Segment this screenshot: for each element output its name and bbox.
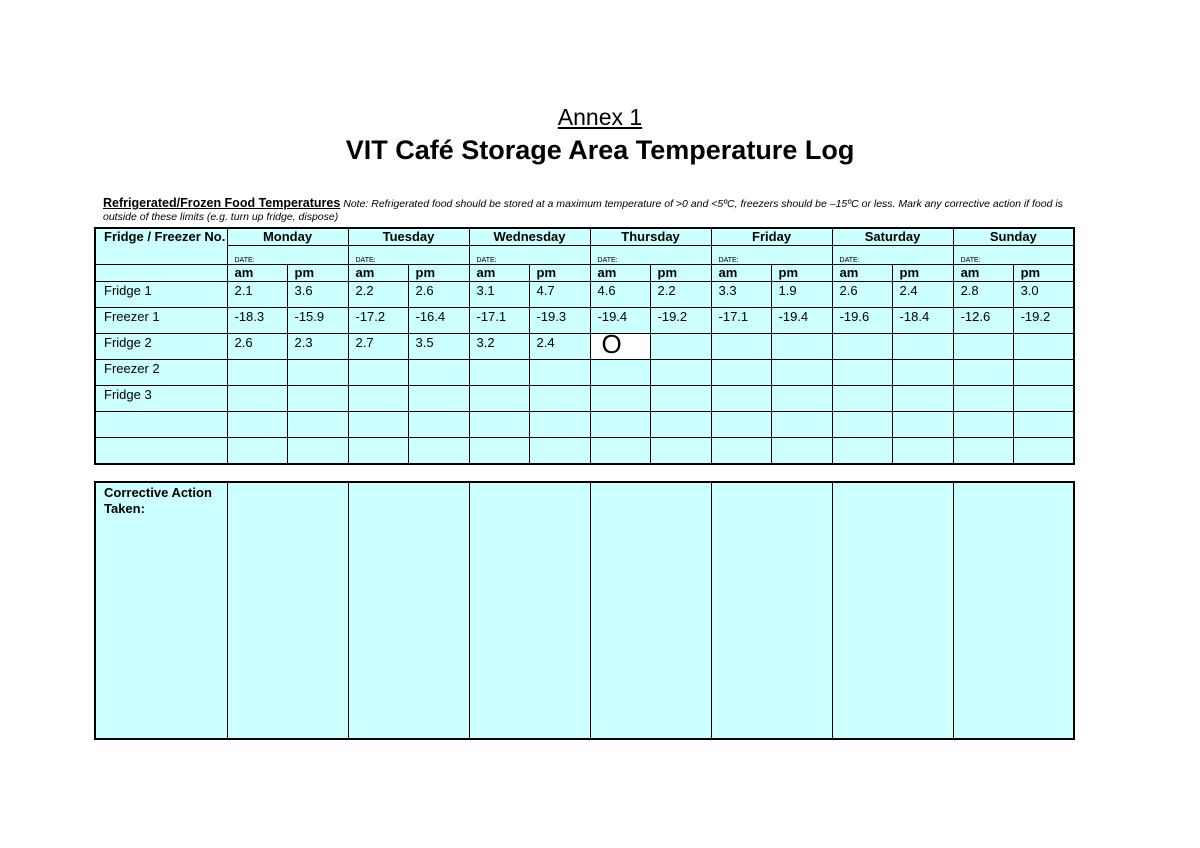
temperature-cell[interactable] (529, 360, 590, 386)
table-row (95, 412, 1074, 438)
temperature-cell[interactable] (832, 386, 892, 412)
temperature-cell[interactable] (711, 360, 771, 386)
am-header: am (711, 265, 771, 282)
temperature-cell[interactable] (650, 334, 711, 360)
temperature-cell[interactable]: -17.2 (348, 308, 408, 334)
temperature-cell[interactable]: 2.6 (408, 282, 469, 308)
row-label (95, 438, 227, 465)
temperature-cell[interactable]: -17.1 (469, 308, 529, 334)
corrective-action-cell-thursday[interactable] (590, 482, 711, 739)
temperature-cell[interactable] (711, 438, 771, 465)
temperature-cell[interactable] (892, 412, 953, 438)
temperature-cell[interactable] (1013, 438, 1074, 465)
temperature-cell[interactable] (1013, 386, 1074, 412)
date-field-monday[interactable]: DATE: (227, 246, 348, 265)
temperature-cell[interactable]: -19.2 (650, 308, 711, 334)
temperature-cell[interactable]: 2.7 (348, 334, 408, 360)
pm-header: pm (771, 265, 832, 282)
am-header: am (590, 265, 650, 282)
date-field-sunday[interactable]: DATE: (953, 246, 1074, 265)
temperature-cell[interactable] (469, 438, 529, 465)
temperature-cell[interactable]: 2.8 (953, 282, 1013, 308)
date-field-saturday[interactable]: DATE: (832, 246, 953, 265)
pm-header: pm (529, 265, 590, 282)
section-heading: Refrigerated/Frozen Food Temperatures (103, 196, 341, 210)
row-label: Fridge 2 (95, 334, 227, 360)
pm-header: pm (650, 265, 711, 282)
temperature-cell[interactable]: -19.4 (771, 308, 832, 334)
temperature-cell[interactable] (771, 386, 832, 412)
temperature-cell[interactable] (348, 438, 408, 465)
row-label: Fridge 3 (95, 386, 227, 412)
day-header-friday: Friday (711, 228, 832, 246)
temperature-cell[interactable]: 3.0 (1013, 282, 1074, 308)
temperature-cell[interactable]: 2.2 (348, 282, 408, 308)
temperature-cell[interactable] (348, 386, 408, 412)
temperature-cell[interactable] (711, 412, 771, 438)
am-header: am (348, 265, 408, 282)
table-row (95, 438, 1074, 465)
temperature-cell[interactable] (711, 386, 771, 412)
pm-header: pm (287, 265, 348, 282)
table-row (95, 334, 1074, 360)
table-row (95, 386, 1074, 412)
temperature-cell[interactable] (227, 412, 287, 438)
corrective-action-label: Corrective Action Taken: (95, 482, 227, 739)
temperature-cell[interactable] (953, 334, 1013, 360)
temperature-cell[interactable] (287, 412, 348, 438)
blank-header-cell (95, 265, 227, 282)
temperature-cell[interactable]: -19.6 (832, 308, 892, 334)
temperature-cell[interactable] (529, 438, 590, 465)
day-header-wednesday: Wednesday (469, 228, 590, 246)
temperature-cell[interactable] (953, 412, 1013, 438)
temperature-cell[interactable] (771, 412, 832, 438)
temperature-cell[interactable] (227, 360, 287, 386)
am-header: am (227, 265, 287, 282)
temperature-cell[interactable] (590, 386, 650, 412)
temperature-cell[interactable] (650, 412, 711, 438)
temperature-cell[interactable]: 2.1 (227, 282, 287, 308)
temperature-cell[interactable] (832, 412, 892, 438)
date-field-tuesday[interactable]: DATE: (348, 246, 469, 265)
temperature-cell[interactable] (650, 438, 711, 465)
temperature-cell[interactable] (348, 360, 408, 386)
temperature-cell[interactable]: 2.6 (227, 334, 287, 360)
temperature-cell[interactable] (590, 334, 650, 360)
corrective-action-table (94, 481, 1075, 740)
temperature-cell[interactable]: -18.4 (892, 308, 953, 334)
temperature-cell[interactable] (892, 386, 953, 412)
temperature-cell[interactable]: -17.1 (711, 308, 771, 334)
temperature-cell[interactable]: -19.2 (1013, 308, 1074, 334)
temperature-cell[interactable]: -15.9 (287, 308, 348, 334)
table-row (95, 308, 1074, 334)
temperature-cell[interactable]: 3.1 (469, 282, 529, 308)
temperature-cell[interactable] (771, 438, 832, 465)
temperature-cell[interactable]: 4.6 (590, 282, 650, 308)
temperature-cell[interactable]: -16.4 (408, 308, 469, 334)
pm-header: pm (1013, 265, 1074, 282)
temperature-cell[interactable] (1013, 334, 1074, 360)
temperature-cell[interactable] (227, 386, 287, 412)
temperature-cell[interactable] (832, 334, 892, 360)
date-field-wednesday[interactable]: DATE: (469, 246, 590, 265)
temperature-cell[interactable] (469, 360, 529, 386)
date-field-friday[interactable]: DATE: (711, 246, 832, 265)
temperature-cell[interactable] (590, 412, 650, 438)
am-header: am (953, 265, 1013, 282)
temperature-cell[interactable] (892, 360, 953, 386)
corrective-action-cell-tuesday[interactable] (348, 482, 469, 739)
temperature-cell[interactable]: -18.3 (227, 308, 287, 334)
temperature-cell[interactable]: 1.9 (771, 282, 832, 308)
day-header-tuesday: Tuesday (348, 228, 469, 246)
temperature-cell[interactable] (892, 438, 953, 465)
temperature-cell[interactable] (287, 360, 348, 386)
temperature-cell[interactable] (287, 438, 348, 465)
temperature-cell[interactable] (469, 412, 529, 438)
corrective-action-cell-wednesday[interactable] (469, 482, 590, 739)
temperature-cell[interactable] (771, 334, 832, 360)
corrective-action-cell-friday[interactable] (711, 482, 832, 739)
corrective-action-cell-monday[interactable] (227, 482, 348, 739)
temperature-cell[interactable]: -19.3 (529, 308, 590, 334)
temperature-cell[interactable]: 2.3 (287, 334, 348, 360)
temperature-cell[interactable] (348, 412, 408, 438)
temperature-cell[interactable] (590, 438, 650, 465)
temperature-cell[interactable] (408, 438, 469, 465)
temperature-cell[interactable]: 2.2 (650, 282, 711, 308)
stray-mark: O (601, 334, 622, 358)
temperature-cell[interactable]: 3.3 (711, 282, 771, 308)
temperature-cell[interactable] (711, 334, 771, 360)
row-label: Fridge 1 (95, 282, 227, 308)
row-label (95, 412, 227, 438)
temperature-cell[interactable]: -19.4 (590, 308, 650, 334)
fridge-freezer-header: Fridge / Freezer No. (95, 228, 227, 265)
pm-header: pm (408, 265, 469, 282)
temperature-cell[interactable] (529, 386, 590, 412)
temperature-cell[interactable] (408, 412, 469, 438)
temperature-cell[interactable] (529, 412, 590, 438)
temperature-cell[interactable] (771, 360, 832, 386)
temperature-cell[interactable]: 4.7 (529, 282, 590, 308)
pm-header: pm (892, 265, 953, 282)
date-field-thursday[interactable]: DATE: (590, 246, 711, 265)
table-row (95, 282, 1074, 308)
corrective-action-cell-sunday[interactable] (953, 482, 1074, 739)
temperature-log-table (94, 227, 1075, 465)
day-header-monday: Monday (227, 228, 348, 246)
corrective-action-cell-saturday[interactable] (832, 482, 953, 739)
temperature-cell[interactable] (1013, 360, 1074, 386)
temperature-cell[interactable] (650, 360, 711, 386)
am-header: am (469, 265, 529, 282)
temperature-cell[interactable] (408, 386, 469, 412)
temperature-cell[interactable] (832, 438, 892, 465)
temperature-cell[interactable] (832, 360, 892, 386)
row-label: Freezer 2 (95, 360, 227, 386)
temperature-cell[interactable] (953, 360, 1013, 386)
row-label: Freezer 1 (95, 308, 227, 334)
day-header-sunday: Sunday (953, 228, 1074, 246)
temperature-cell[interactable] (469, 386, 529, 412)
temperature-cell[interactable]: 2.4 (892, 282, 953, 308)
temperature-cell[interactable]: 3.6 (287, 282, 348, 308)
temperature-cell[interactable] (590, 360, 650, 386)
instructions-note (103, 197, 1083, 224)
document-title: VIT Café Storage Area Temperature Log (345, 135, 855, 165)
temperature-cell[interactable]: 2.6 (832, 282, 892, 308)
table-row (95, 360, 1074, 386)
temperature-cell[interactable] (953, 386, 1013, 412)
annex-heading: Annex 1 (557, 104, 643, 130)
temperature-cell[interactable]: 3.5 (408, 334, 469, 360)
temperature-cell[interactable] (227, 438, 287, 465)
temperature-cell[interactable] (953, 438, 1013, 465)
temperature-cell[interactable]: -12.6 (953, 308, 1013, 334)
note-text: Note: Refrigerated food should be stored at a maximum temperature of >0 and <5ºC, freezers should be –15ºC or less. Mark any corrective action if food is outside of these limits (e.g. turn up fridge, dispose) (103, 198, 1063, 223)
am-header: am (832, 265, 892, 282)
day-header-thursday: Thursday (590, 228, 711, 246)
temperature-cell[interactable] (892, 334, 953, 360)
temperature-cell[interactable] (408, 360, 469, 386)
temperature-cell[interactable] (287, 386, 348, 412)
temperature-cell[interactable] (650, 386, 711, 412)
temperature-cell[interactable]: 3.2 (469, 334, 529, 360)
day-header-saturday: Saturday (832, 228, 953, 246)
temperature-cell[interactable] (1013, 412, 1074, 438)
temperature-cell[interactable]: 2.4 (529, 334, 590, 360)
